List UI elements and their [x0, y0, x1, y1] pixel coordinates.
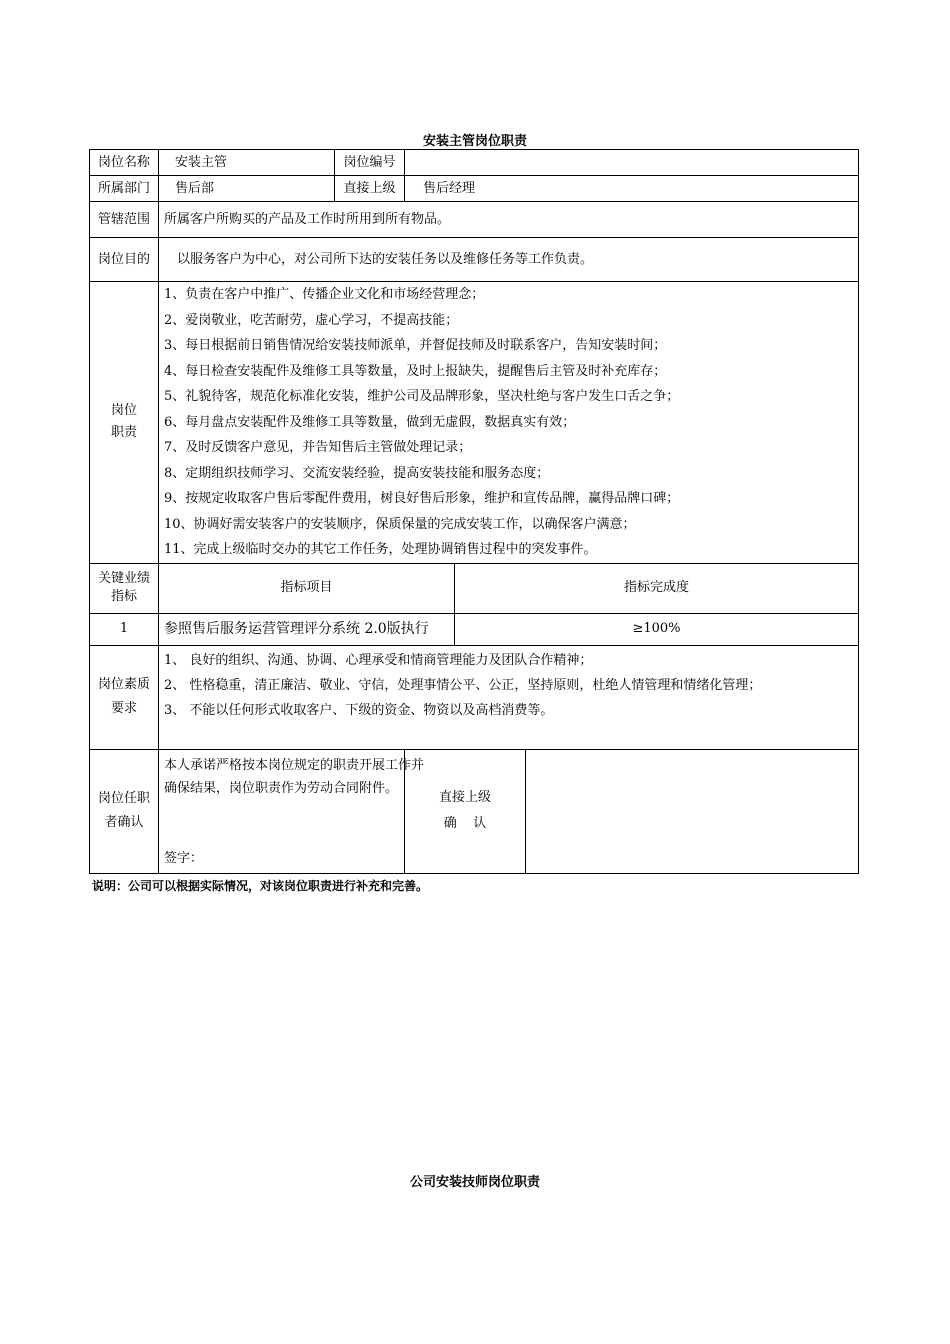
position-code-value [405, 150, 859, 176]
confirm-label [90, 749, 159, 873]
row-scope [90, 202, 859, 238]
row-purpose [90, 238, 859, 282]
duty-item: 9、按规定收取客户售后零配件费用，树良好售后形象，维护和宣传品牌，赢得品牌口碑； [164, 491, 680, 506]
kpi-label-line1: 关键业绩 [97, 571, 150, 586]
duty-item: 4、每日检查安装配件及维修工具等数量，及时上报缺失，提醒售后主管及时补充库存； [164, 363, 667, 379]
quality-item: 3、 不能以任何形式收取客户、下级的资金、物资以及高档消费等。 [164, 702, 554, 718]
kpi-row-degree: ≥100% [455, 613, 859, 645]
quality-item: 2、 性格稳重，清正廉洁、敬业、守信，处理事情公平、公正，坚持原则，杜绝人情管理和情绪化管理； [164, 677, 762, 693]
kpi-label [90, 563, 159, 613]
duty-item: 10、协调好需安装客户的安装顺序，保质保量的完成安装工作，以确保客户满意； [164, 516, 636, 532]
row-kpi-header [90, 563, 859, 613]
superior-confirm-field [526, 749, 859, 873]
confirm-label-line2: 者确认 [104, 815, 144, 830]
kpi-row-number: 1 [90, 613, 159, 645]
document-title: 安装主管岗位职责 [422, 134, 527, 149]
row-confirm [90, 749, 859, 873]
superior-confirm-line2: 确 认 [443, 816, 487, 831]
row-position-name [90, 150, 859, 176]
department-label: 所属部门 [90, 176, 159, 202]
kpi-row [90, 613, 859, 645]
duty-item: 8、定期组织技师学习、交流安装经验，提高安装技能和服务态度； [164, 465, 550, 481]
position-name-value: 安装主管 [159, 150, 335, 176]
duty-item: 5、礼貌待客，规范化标准化安装，维护公司及品牌形象，坚决杜绝与客户发生口舌之争； [164, 389, 680, 404]
row-duties [90, 282, 859, 564]
scope-value: 所属客户所购买的产品及工作时所用到所有物品。 [159, 202, 859, 238]
duty-item: 7、及时反馈客户意见，并告知售后主管做处理记录； [164, 440, 472, 455]
duties-label [90, 282, 159, 564]
direct-superior-value: 售后经理 [405, 176, 859, 202]
kpi-degree-header: 指标完成度 [455, 563, 859, 613]
note-text: 说明：公司可以根据实际情况，对该岗位职责进行补充和完善。 [92, 879, 429, 893]
purpose-label: 岗位目的 [90, 238, 159, 282]
quality-label-line2: 要求 [110, 701, 137, 716]
position-name-label: 岗位名称 [90, 150, 159, 176]
pledge-text: 本人承诺严格按本岗位规定的职责开展工作并确保结果，岗位职责作为劳动合同附件。 [164, 757, 425, 796]
quality-list [159, 645, 859, 749]
department-value: 售后部 [159, 176, 335, 202]
row-department [90, 176, 859, 202]
duties-list [159, 282, 859, 564]
pledge-cell [159, 749, 425, 873]
superior-confirm-line1: 直接上级 [438, 790, 491, 805]
quality-item: 1、 良好的组织、沟通、协调、心理承受和情商管理能力及团队合作精神； [164, 652, 593, 668]
purpose-value: 以服务客户为中心，对公司所下达的安装任务以及维修任务等工作负责。 [159, 238, 859, 282]
duty-item: 11、完成上级临时交办的其它工作任务，处理协调销售过程中的突发事件。 [164, 542, 597, 557]
duty-item: 6、每月盘点安装配件及维修工具等数量，做到无虚假，数据真实有效； [164, 414, 576, 430]
duties-label-line2: 职责 [110, 425, 137, 441]
kpi-label-line2: 指标 [110, 589, 137, 604]
scope-label: 管辖范围 [90, 202, 159, 238]
confirm-label-line1: 岗位任职 [97, 791, 150, 806]
duty-item: 2、爱岗敬业，吃苦耐劳，虚心学习，不提高技能； [164, 312, 459, 328]
position-code-label: 岗位编号 [335, 150, 405, 176]
quality-label [90, 645, 159, 749]
kpi-row-item: 参照售后服务运营管理评分系统 2.0版执行 [159, 613, 455, 645]
duty-item: 1、负责在客户中推广、传播企业文化和市场经营理念； [164, 287, 485, 302]
job-responsibility-table [89, 149, 859, 874]
duty-item: 3、每日根据前日销售情况给安装技师派单，并督促技师及时联系客户，告知安装时间； [164, 338, 667, 353]
next-document-title: 公司安装技师岗位职责 [409, 1175, 540, 1190]
direct-superior-label: 直接上级 [335, 176, 405, 202]
quality-label-line1: 岗位素质 [97, 677, 150, 692]
row-quality [90, 645, 859, 749]
kpi-item-header: 指标项目 [159, 563, 455, 613]
signature-field: 签字： [164, 850, 204, 866]
duties-label-line1: 岗位 [110, 403, 137, 419]
